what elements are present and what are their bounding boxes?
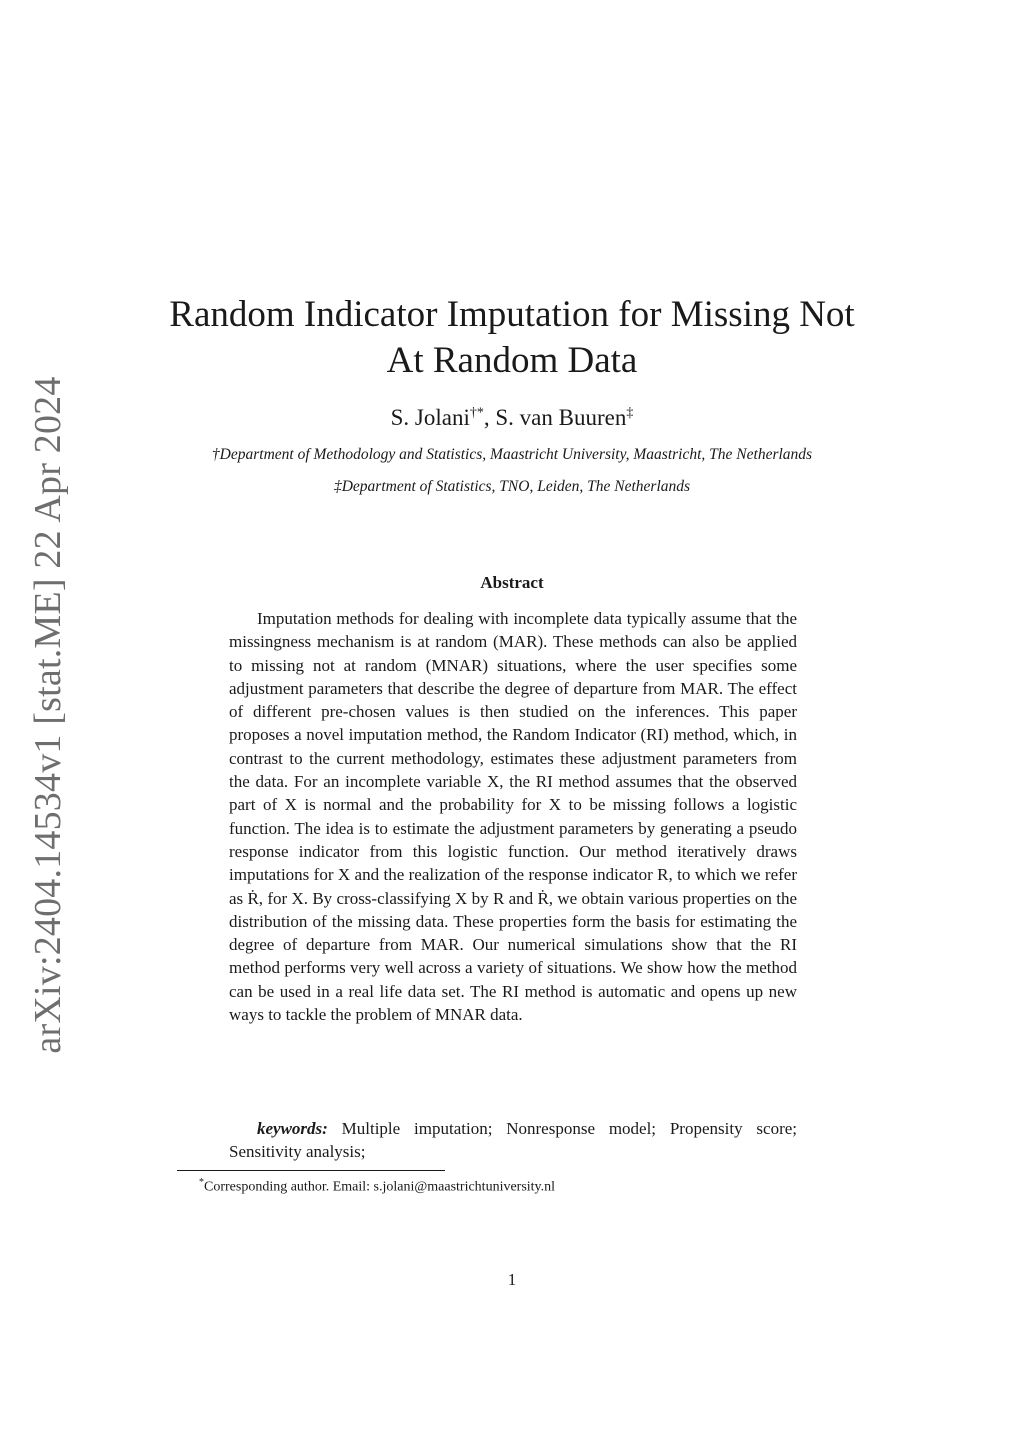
footnote-mark: * <box>199 1177 204 1188</box>
author-separator: , <box>483 405 496 430</box>
keywords <box>229 1117 797 1164</box>
footnote-text: Corresponding author. Email: s.jolani@maastrichtuniversity.nl <box>204 1179 556 1195</box>
affiliation-1: †Department of Methodology and Statistics, Maastricht University, Maastricht, The Netherlands <box>211 446 813 463</box>
author-1-marks: †* <box>469 405 484 421</box>
abstract-text: Imputation methods for dealing with incomplete data typically assume that the missingness mechanism is at random (MAR). These methods can also be applied to missing not at random (MNAR) situations, where the user specifies some adjustment parameters that describe the degree of departure from MAR. The effect of different pre-chosen values is then studied on the inferences. This paper proposes a novel imputation method, the Random Indicator (RI) method, which, in contrast to the current methodology, estimates these adjustment parameters from the data. For an incomplete variable X, the RI method assumes that the observed part of X is normal and the probability for X to be missing follows a logistic function. The idea is to estimate the adjustment parameters by generating a pseudo response indicator from this logistic function. Our method iteratively draws imputations for X and the realization of the response indicator R, to which we refer as Ṙ, for X. By cross-classifying X by R and Ṙ, we obtain various properties on the distribution of the missing data. These properties form the basis for estimating the degree of departure from MAR. Our numerical simulations show that the RI method performs very well across a variety of situations. We show how the method can be used in a real life data set. The RI method is automatic and opens up new ways to tackle the problem of MNAR data. <box>229 609 797 1025</box>
title-line-2: At Random Data <box>386 340 638 381</box>
author-list <box>0 405 1024 431</box>
author-2-marks: ‡ <box>626 405 634 421</box>
keywords-label: keywords: <box>257 1119 328 1138</box>
author-1-name: S. Jolani <box>390 405 470 430</box>
affiliation-2: ‡Department of Statistics, TNO, Leiden, The Netherlands <box>333 478 691 495</box>
page-number: 1 <box>507 1270 517 1289</box>
title-line-1: Random Indicator Imputation for Missing Not <box>169 294 855 335</box>
paper-title <box>0 292 1024 384</box>
keywords-text: Multiple imputation; Nonresponse model; Propensity score; Sensitivity analysis; <box>229 1119 797 1162</box>
footnote-divider <box>177 1170 445 1171</box>
author-2-name: S. van Buuren <box>495 405 627 430</box>
corresponding-author-footnote <box>199 1177 555 1196</box>
arxiv-stamp-text: arXiv:2404.14534v1 [stat.ME] 22 Apr 2024 <box>27 376 69 1054</box>
abstract-heading: Abstract <box>480 573 544 592</box>
